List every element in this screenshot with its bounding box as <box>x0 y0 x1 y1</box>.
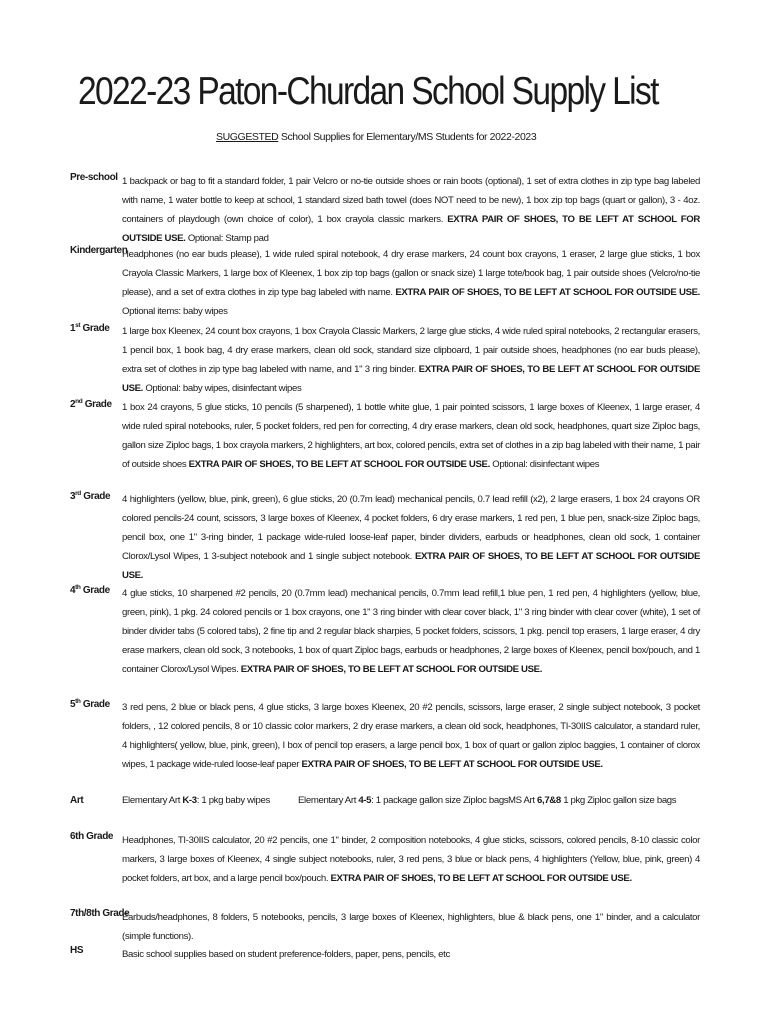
art-k3: Elementary Art K-3: 1 pkg baby wipes <box>122 795 270 806</box>
page-title: 2022-23 Paton-Churdan School Supply List <box>78 70 658 113</box>
shoes-note: EXTRA PAIR OF SHOES, TO BE LEFT AT SCHOOL FOR OUTSIDE USE. <box>240 664 543 675</box>
subtitle-rest: School Supplies for Elementary/MS Students for 2022-2023 <box>278 131 537 143</box>
grade-supplies: Headphones, TI-30IIS calculator, 20 #2 pencils, one 1" binder, 2 composition notebooks, 4 glue sticks, scissors, colored pencils, 8-10 classic color markers, 3 large boxes of Kleenex, 4 single subject notebooks, ruler, 3 red pens, 3 blue or black pens, 4 highlighters (Yellow, blue, pink, green) 4 pocket folders, art box, and a large pencil box/pouch. EXTRA PAIR OF SHOES, TO BE LEFT AT SCHOOL FOR OUTSIDE USE. <box>122 835 700 884</box>
grade-label: 2nd Grade <box>70 398 112 410</box>
grade-label: 3rd Grade <box>70 490 111 502</box>
grade-label: HS <box>70 945 84 956</box>
page-subtitle <box>216 131 536 143</box>
grade-supplies: 1 backpack or bag to fit a standard folder, 1 pair Velcro or no-tie outside shoes or rain boots (optional), 1 set of extra clothes in zip type bag labeled with name, 1 water bottle to keep at school, 1 standard sized bath towel (does NOT need to be new), 1 box zip top bags (quart or gallon), 3 - 4oz. containers of playdough (own choice of color), 1 box crayola classic markers. EXTRA PAIR OF SHOES, TO BE LEFT AT SCHOOL FOR OUTSIDE USE. Optional: Stamp pad <box>122 176 700 244</box>
grade-label: 6th Grade <box>70 831 114 842</box>
grade-label: 7th/8th Grade <box>70 908 130 919</box>
grade-supplies: Earbuds/headphones, 8 folders, 5 notebooks, pencils, 3 large boxes of Kleenex, highlighters, blue & black pens, one 1" binder, and a calculator (simple functions). <box>122 912 700 942</box>
grade-label: 5th Grade <box>70 698 110 710</box>
grade-label: 1st Grade <box>70 322 110 334</box>
grade-supplies: 3 red pens, 2 blue or black pens, 4 glue sticks, 3 large boxes Kleenex, 20 #2 pencils, scissors, large eraser, 2 single subject notebook, 3 pocket folders, , 12 colored pencils, 8 or 10 classic color markers, 2 dry erase markers, a clean old sock, headphones, TI-30IIS calculator, a standard ruler, 4 highlighters( yellow, blue, pink, green), I box of pencil top erasers, a large pencil box, 1 box of quart or gallon ziploc baggies, 1 container of clorox wipes, 1 package wide-ruled loose-leaf paper EXTRA PAIR OF SHOES, TO BE LEFT AT SCHOOL FOR OUTSIDE USE. <box>122 702 700 770</box>
grade-supplies: Headphones (no ear buds please), 1 wide ruled spiral notebook, 4 dry erase markers, 24 count box crayons, 1 eraser, 2 large glue sticks, 1 box Crayola Classic Markers, 1 large box of Kleenex, 1 box zip top bags (gallon or snack size) 1 large tote/book bag, 1 pair outside shoes (Velcro/no-tie please), and a set of extra clothes in zip type bag labeled with name. EXTRA PAIR OF SHOES, TO BE LEFT AT SCHOOL FOR OUTSIDE USE. Optional items: baby wipes <box>122 249 700 317</box>
grade-label: Kindergarten <box>70 245 128 256</box>
subtitle-suggested: SUGGESTED <box>216 131 279 143</box>
shoes-note: EXTRA PAIR OF SHOES, TO BE LEFT AT SCHOOL FOR OUTSIDE USE. <box>188 459 490 470</box>
grade-supplies: 4 glue sticks, 10 sharpened #2 pencils, 20 (0.7mm lead) mechanical pencils, 0.7mm lead refill,1 blue pen, 1 red pen, 4 highlighters (yellow, blue, green, pink), 1 pkg. 24 colored pencils or 1 box crayons, one 1" 3 ring binder with clear cover black, 1" 3 ring binder with clear cover (white), 1 set of binder divider tabs (5 colored tabs), 2 fine tip and 2 regular black sharpies, 5 pocket folders, scissors, 1 pkg. pencil top erasers, 1 large eraser, 4 dry erase markers, clean old sock, 3 notebooks, 1 box of quart Ziploc bags, earbuds or headphones, 2 large boxes of Kleenex, pencil box/pouch, and 1 container Clorox/Lysol Wipes. EXTRA PAIR OF SHOES, TO BE LEFT AT SCHOOL FOR OUTSIDE USE. <box>122 588 700 675</box>
shoes-note: EXTRA PAIR OF SHOES, TO BE LEFT AT SCHOOL FOR OUTSIDE USE. <box>122 214 700 244</box>
grade-label: Pre-school <box>70 172 118 183</box>
shoes-note: EXTRA PAIR OF SHOES, TO BE LEFT AT SCHOOL FOR OUTSIDE USE. <box>301 759 603 770</box>
shoes-note: EXTRA PAIR OF SHOES, TO BE LEFT AT SCHOOL FOR OUTSIDE USE. <box>122 364 701 394</box>
grade-supplies: Basic school supplies based on student preference-folders, paper, pens, pencils, etc <box>122 949 450 960</box>
shoes-note: EXTRA PAIR OF SHOES, TO BE LEFT AT SCHOOL FOR OUTSIDE USE. <box>395 287 700 298</box>
grade-label: 4th Grade <box>70 584 110 596</box>
shoes-note: EXTRA PAIR OF SHOES, TO BE LEFT AT SCHOOL FOR OUTSIDE USE. <box>330 873 632 884</box>
grade-label: Art <box>70 795 84 806</box>
shoes-note: EXTRA PAIR OF SHOES, TO BE LEFT AT SCHOOL FOR OUTSIDE USE. <box>122 551 700 581</box>
grade-supplies: 1 box 24 crayons, 5 glue sticks, 10 pencils (5 sharpened), 1 bottle white glue, 1 pair pointed scissors, 1 large boxes of Kleenex, 1 large eraser, 4 wide ruled spiral notebooks, ruler, 5 pocket folders, red pen for correcting, 4 dry erase markers, clean old sock, headphones, quart size Ziploc bags, gallon size Ziploc bags, 1 box crayola markers, 2 highlighters, art box, colored pencils, extra set of clothes in a zip bag labeled with their name, 1 pair of outside shoes EXTRA PAIR OF SHOES, TO BE LEFT AT SCHOOL FOR OUTSIDE USE. Optional: disinfectant wipes <box>122 402 700 470</box>
art-4-5: Elementary Art 4-5: 1 package gallon size Ziploc bags <box>298 795 509 806</box>
grade-supplies: 4 highlighters (yellow, blue, pink, green), 6 glue sticks, 20 (0.7m lead) mechanical pencils, 0.7 lead refill (x2), 2 large erasers, 1 box 24 crayons OR colored pencils-24 count, scissors, 3 large boxes of Kleenex, 4 pocket folders, 6 dry erase markers, 1 red pen, 1 blue pen, snack-size Ziploc bags, pencil box, one 1" 3-ring binder, 1 package wide-ruled loose-leaf paper, binder dividers, earbuds or headphones, clean old sock, 1 container Clorox/Lysol Wipes, 1 3-subject notebook and 1 single subject notebook. EXTRA PAIR OF SHOES, TO BE LEFT AT SCHOOL FOR OUTSIDE USE. <box>122 494 700 581</box>
art-ms: MS Art 6,7&8 1 pkg Ziploc gallon size bags <box>508 795 677 806</box>
grade-supplies: 1 large box Kleenex, 24 count box crayons, 1 box Crayola Classic Markers, 2 large glue sticks, 4 wide ruled spiral notebooks, 2 rectangular erasers, 1 pencil box, 1 book bag, 4 dry erase markers, clean old sock, standard size clipboard, 1 pair outside shoes, headphones (no ear buds please), extra set of clothes in zip type bag labeled with name, and 1" 3 ring binder. EXTRA PAIR OF SHOES, TO BE LEFT AT SCHOOL FOR OUTSIDE USE. Optional: baby wipes, disinfectant wipes <box>122 326 701 394</box>
